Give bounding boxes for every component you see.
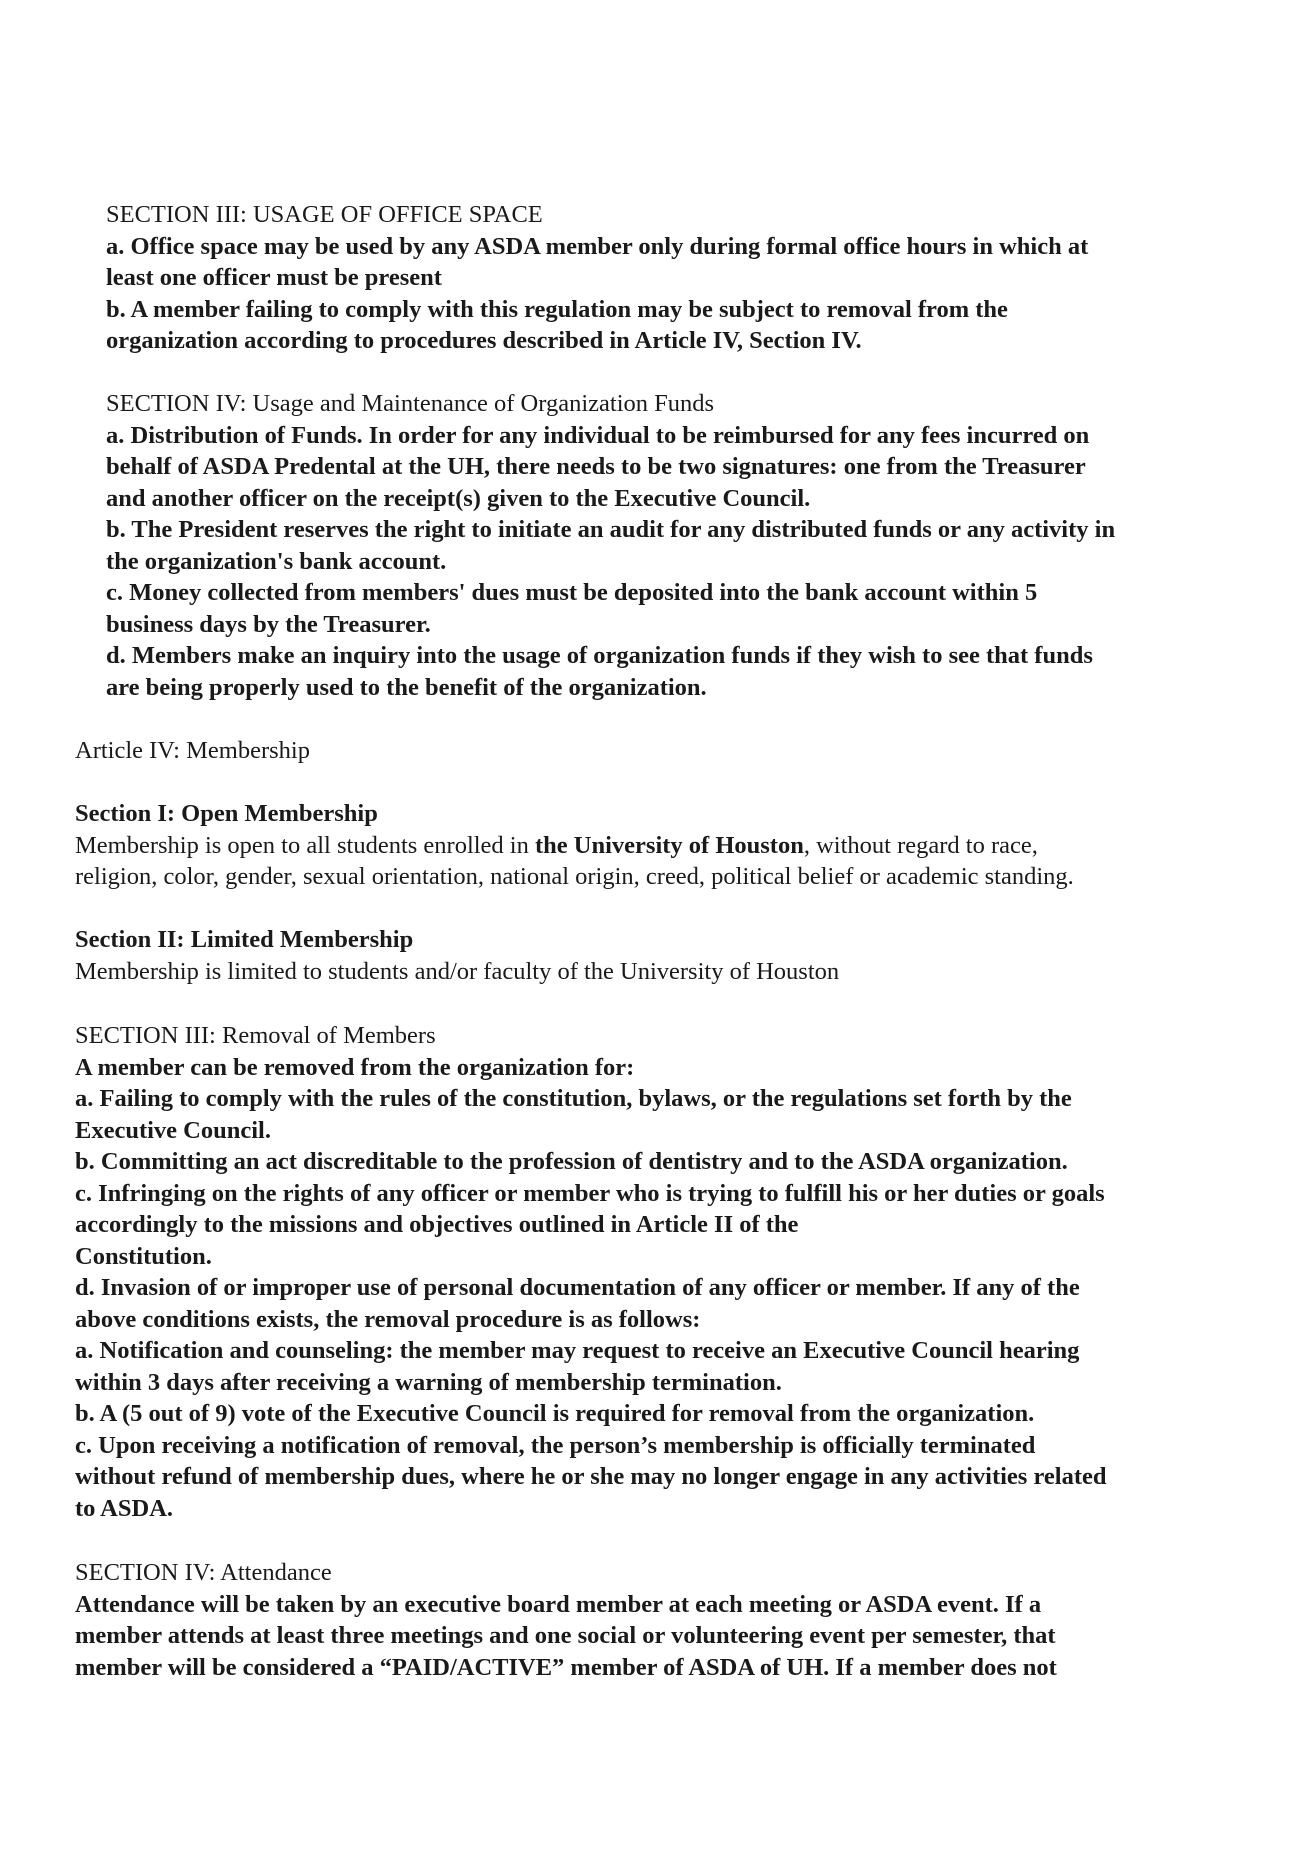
section-heading: Section II: Limited Membership [75,926,414,953]
paragraph-line: c. Infringing on the rights of any officer or member who is trying to fulfill his or her duties or goals [75,1179,1105,1207]
paragraph-line: are being properly used to the benefit of the organization. [106,673,707,701]
section-heading: SECTION IV: Attendance [75,1559,332,1586]
section-attendance [75,1557,1057,1683]
paragraph-line: organization according to procedures described in Article IV, Section IV. [106,327,862,354]
section-heading: SECTION III: Removal of Members [75,1022,436,1049]
paragraph-line: a. Office space may be used by any ASDA member only during formal office hours in which at [106,232,1089,260]
paragraph-line: Executive Council. [75,1116,271,1144]
paragraph-line: member attends at least three meetings and one social or volunteering event per semester, that [75,1622,1056,1649]
paragraph-line: least one officer must be present [106,264,442,291]
section-office-space [106,199,1088,357]
paragraph-line: Membership is limited to students and/or faculty of the University of Houston [75,957,840,985]
paragraph-line: above conditions exists, the removal procedure is as follows: [75,1305,701,1333]
text-run: , without regard to race, [803,831,1038,859]
paragraph-line: the organization's bank account. [106,547,447,575]
paragraph-line: c. Money collected from members' dues must be deposited into the bank account within 5 [106,579,1038,606]
paragraph-line: business days by the Treasurer. [106,610,431,638]
paragraph-line: A member can be removed from the organization for: [75,1053,635,1081]
section-organization-funds [106,388,1115,703]
article-title: Article IV: Membership [75,737,310,764]
section-removal-of-members [75,1020,1106,1524]
paragraph-line: within 3 days after receiving a warning of membership termination. [75,1368,782,1396]
paragraph-line: a. Notification and counseling: the member may request to receive an Executive Council hearing [75,1337,1080,1364]
paragraph-line: and another officer on the receipt(s) given to the Executive Council. [106,484,811,512]
text-run: Membership is open to all students enrolled in [75,831,535,859]
university-name: the University of Houston [535,831,804,859]
paragraph-line [75,830,1074,862]
section-heading: Section I: Open Membership [75,800,378,827]
paragraph-line: member will be considered a “PAID/ACTIVE” member of ASDA of UH. If a member does not [75,1653,1057,1681]
section-limited-membership [75,924,839,987]
paragraph-line: a. Distribution of Funds. In order for any individual to be reimbursed for any fees incurred on [106,421,1090,449]
paragraph-line: a. Failing to comply with the rules of the constitution, bylaws, or the regulations set forth by the [75,1085,1072,1112]
paragraph-line: b. A (5 out of 9) vote of the Executive Council is required for removal from the organization. [75,1400,1035,1427]
paragraph-line: Constitution. [75,1242,212,1270]
paragraph-line: Attendance will be taken by an executive board member at each meeting or ASDA event. If a [75,1590,1042,1618]
section-heading: SECTION III: USAGE OF OFFICE SPACE [106,201,543,228]
article-heading [75,735,310,767]
paragraph-line: to ASDA. [75,1494,174,1522]
paragraph-line: b. A member failing to comply with this regulation may be subject to removal from the [106,295,1008,323]
paragraph-line: without refund of membership dues, where he or she may no longer engage in any activities related [75,1463,1107,1490]
paragraph-line: behalf of ASDA Predental at the UH, there needs to be two signatures: one from the Treasurer [106,453,1086,480]
paragraph-line: d. Members make an inquiry into the usage of organization funds if they wish to see that funds [106,642,1093,669]
section-open-membership [75,798,1074,893]
section-heading: SECTION IV: Usage and Maintenance of Organization Funds [106,390,715,417]
paragraph-line: b. Committing an act discreditable to the profession of dentistry and to the ASDA organization. [75,1148,1068,1175]
paragraph-line: d. Invasion of or improper use of personal documentation of any officer or member. If any of the [75,1274,1080,1301]
paragraph-line: c. Upon receiving a notification of removal, the person’s membership is officially terminated [75,1431,1036,1459]
paragraph-line: religion, color, gender, sexual orientation, national origin, creed, political belief or academic standing. [75,863,1074,890]
paragraph-line: accordingly to the missions and objectives outlined in Article II of the [75,1211,799,1238]
paragraph-line: b. The President reserves the right to initiate an audit for any distributed funds or any activity in [106,516,1116,543]
